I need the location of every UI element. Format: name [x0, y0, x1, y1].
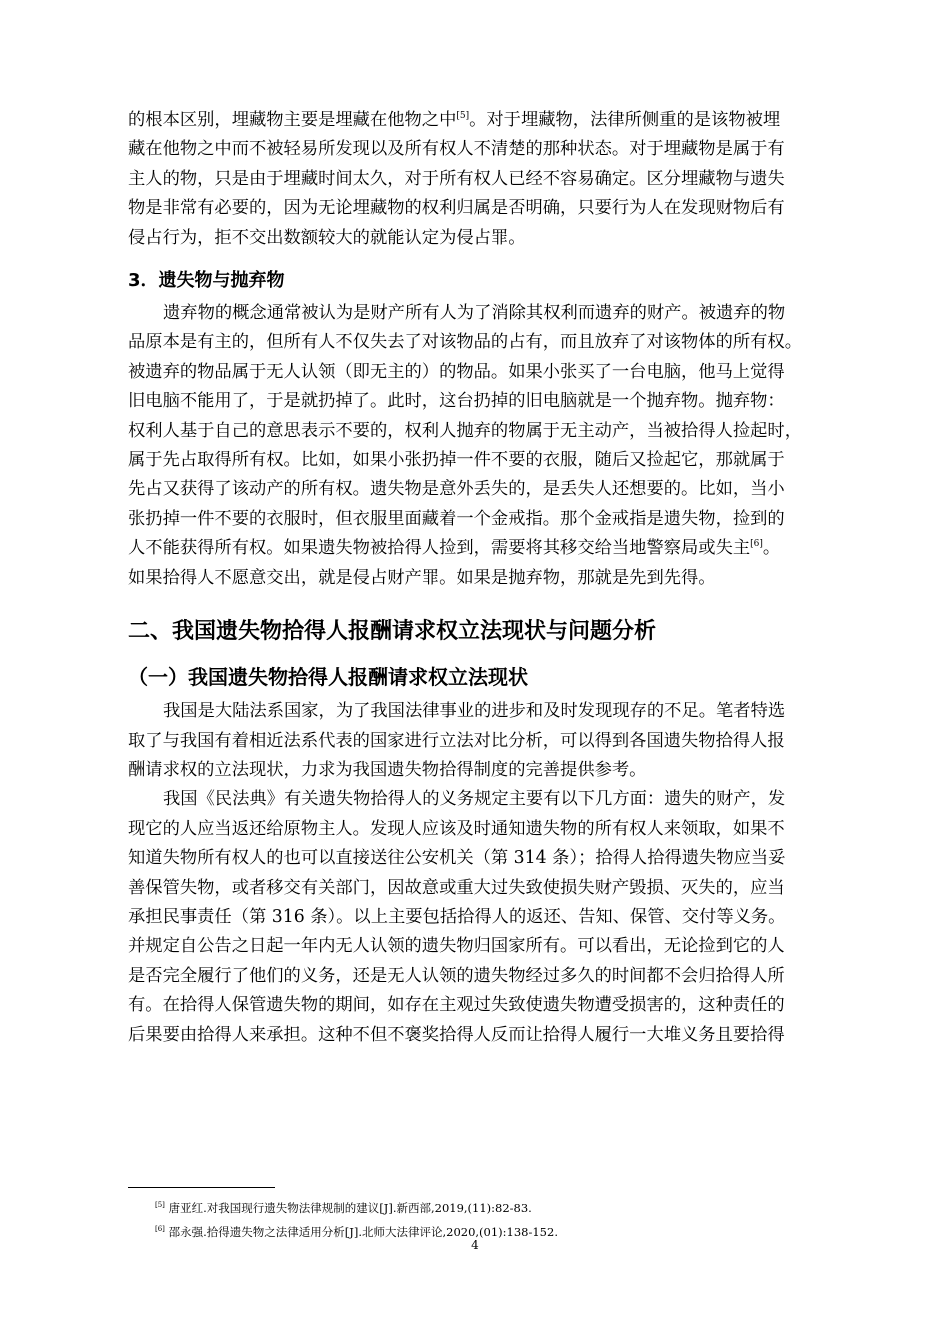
text-line: 先占又获得了该动产的所有权。遗失物是意外丢失的，是丢失人还想要的。比如，当小	[128, 479, 785, 500]
footnote-5	[155, 1196, 855, 1220]
paragraph-civil-code	[128, 785, 858, 1050]
footnote-ref-5[interactable]: [5]	[456, 111, 470, 122]
text-line: 酬请求权的立法现状，力求为我国遗失物拾得制度的完善提供参考。	[128, 759, 647, 780]
text-line: 藏在他物之中而不被轻易所发现以及所有权人不清楚的那种状态。对于埋藏物是属于有	[128, 139, 785, 160]
text-line: 人不能获得所有权。如果遗失物被拾得人捡到，需要将其移交给当地警察局或失主[6]。	[128, 538, 781, 559]
footnote-text: 唐亚红.对我国现行遗失物法律规制的建议[J].新西部,2019,(11):82-83.	[164, 1201, 532, 1215]
footnote-mark: [5]	[155, 1201, 165, 1210]
text-line: 我国是大陆法系国家，为了我国法律事业的进步和及时发现现存的不足。笔者特选	[163, 701, 786, 722]
section-heading-3: 3．遗失物与抛弃物	[128, 270, 285, 292]
text-line: 物是非常有必要的，因为无论埋藏物的权利归属是否明确，只要行为人在发现财物后有	[128, 198, 785, 219]
text-line: 有。在拾得人保管遗失物的期间，如存在主观过失致使遗失物遭受损害的，这种责任的	[128, 995, 785, 1016]
text-line: 后果要由拾得人来承担。这种不但不褒奖拾得人反而让拾得人履行一大堆义务且要拾得	[128, 1024, 785, 1045]
text-line: 遗弃物的概念通常被认为是财产所有人为了消除其权利而遗弃的财产。被遗弃的物	[163, 303, 786, 324]
chapter-heading: 二、我国遗失物拾得人报酬请求权立法现状与问题分析	[128, 619, 657, 645]
text-line: 是否完全履行了他们的义务，还是无人认领的遗失物经过多久的时间都不会归拾得人所	[128, 965, 785, 986]
section-heading-2: （一）我国遗失物拾得人报酬请求权立法现状	[128, 665, 528, 690]
text-line: 权利人基于自己的意思表示不要的，权利人抛弃的物属于无主动产，当被拾得人捡起时，	[128, 420, 802, 441]
text-line: 主人的物，只是由于埋藏时间太久，对于所有权人已经不容易确定。区分埋藏物与遗失	[128, 168, 785, 189]
paragraph-buried-property	[128, 106, 858, 253]
footnote-mark: [6]	[155, 1225, 165, 1234]
text-line: 现它的人应当返还给原物主人。发现人应该及时通知遗失物的所有权人来领取，如果不	[128, 818, 785, 839]
page-body	[128, 106, 858, 1050]
text-line: 承担民事责任（第 316 条）。以上主要包括拾得人的返还、告知、保管、交付等义务。	[128, 906, 786, 927]
page-number: 4	[471, 1238, 479, 1252]
text-line: 我国《民法典》有关遗失物拾得人的义务规定主要有以下几方面：遗失的财产，发	[163, 789, 786, 810]
text-line: 侵占行为，拒不交出数额较大的就能认定为侵占罪。	[128, 227, 526, 248]
text-line: 旧电脑不能用了，于是就扔掉了。此时，这台扔掉的旧电脑就是一个抛弃物。抛弃物：	[128, 391, 785, 412]
text-line: 的根本区别，埋藏物主要是埋藏在他物之中[5]。对于埋藏物，法律所侧重的是该物被埋	[128, 110, 781, 130]
paragraph-abandoned-property	[128, 299, 858, 593]
text-line: 如果拾得人不愿意交出，就是侵占财产罪。如果是抛弃物，那就是先到先得。	[128, 567, 716, 588]
footnote-ref-6[interactable]: [6]	[750, 539, 763, 550]
text-line: 善保管失物，或者移交有关部门，因故意或重大过失致使损失财产毁损、灭失的，应当	[128, 877, 785, 898]
text-line: 属于先占取得所有权。比如，如果小张扔掉一件不要的衣服，随后又捡起它，那就属于	[128, 450, 785, 471]
text-line: 张扔掉一件不要的衣服时，但衣服里面藏着一个金戒指。那个金戒指是遗失物，捡到的	[128, 508, 785, 529]
footnote-separator	[128, 1187, 275, 1188]
paragraph-legislation-intro	[128, 697, 858, 785]
text-line: 并规定自公告之日起一年内无人认领的遗失物归国家所有。可以看出，无论捡到它的人	[128, 936, 785, 957]
text-line: 被遗弃的物品属于无人认领（即无主的）的物品。如果小张买了一台电脑，他马上觉得	[128, 361, 785, 382]
footnotes	[155, 1196, 855, 1244]
footnote-text: 邵永强.拾得遗失物之法律适用分析[J].北师大法律评论,2020,(01):138-152.	[164, 1225, 558, 1239]
text-line: 知道失物所有权人的也可以直接送往公安机关（第 314 条）；拾得人拾得遗失物应当妥	[128, 848, 786, 869]
text-line: 取了与我国有着相近法系代表的国家进行立法对比分析，可以得到各国遗失物拾得人报	[128, 730, 785, 751]
text-line: 品原本是有主的，但所有人不仅失去了对该物品的占有，而且放弃了对该物体的所有权。	[128, 332, 802, 353]
